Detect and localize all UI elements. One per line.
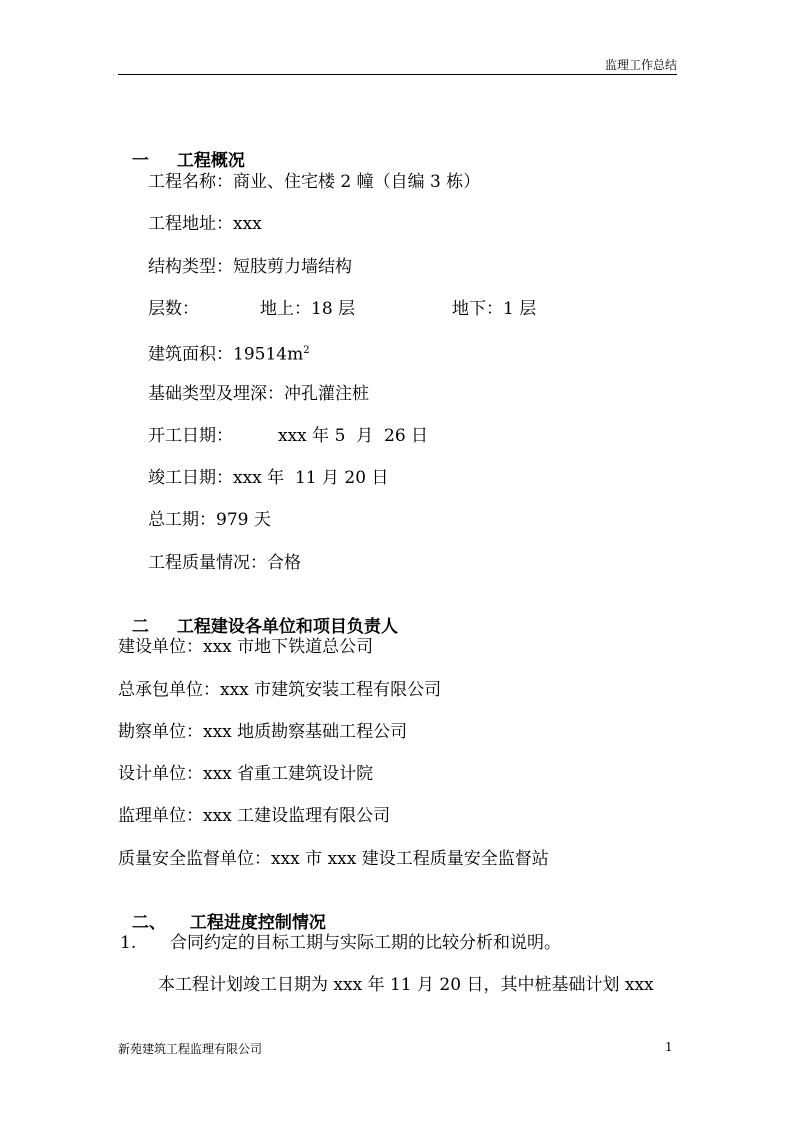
area-unit-sup: 2 [303,345,310,356]
heading-text: 工程进度控制情况 [189,913,326,933]
floors-below: 地下：1 层 [452,299,537,319]
section-heading-2 [120,594,398,638]
total-duration: 总工期：979 天 [148,510,271,530]
unit-construction: 建设单位：xxx 市地下铁道总公司 [118,637,374,657]
page-header-title: 监理工作总结 [604,58,677,72]
list-item-text: 合同约定的目标工期与实际工期的比较分析和说明。 [170,933,561,953]
unit-supervision: 监理单位：xxx 工建设监理有限公司 [118,806,391,826]
floors-label: 层数： [148,299,199,319]
building-area [148,340,310,366]
project-address: 工程地址：xxx [148,214,262,234]
heading-number: 一 [131,151,149,171]
area-value: 建筑面积：19514m [148,344,304,365]
heading-text: 工程建设各单位和项目负责人 [176,617,398,637]
foundation-type: 基础类型及埋深：冲孔灌注桩 [148,384,369,404]
heading-text: 工程概况 [176,151,245,171]
unit-general-contractor: 总承包单位：xxx 市建筑安装工程有限公司 [118,680,442,700]
heading-number: 二、 [131,913,166,933]
page-number: 1 [665,1040,673,1054]
section-heading-3 [120,890,326,934]
unit-quality-safety: 质量安全监督单位：xxx 市 xxx 建设工程质量安全监督站 [118,849,549,869]
footer-company: 新苑建筑工程监理有限公司 [118,1042,263,1056]
paragraph: 本工程计划竣工日期为 xxx 年 11 月 20 日，其中桩基础计划 xxx [158,975,654,995]
section-heading-1 [120,128,245,172]
project-name: 工程名称：商业、住宅楼 2 幢（自编 3 栋） [148,172,481,192]
heading-number: 二 [131,617,149,637]
list-item-number: 1. [120,933,137,953]
unit-survey: 勘察单位：xxx 地质勘察基础工程公司 [118,722,408,742]
unit-design: 设计单位：xxx 省重工建筑设计院 [118,764,374,784]
floors-above: 地上：18 层 [260,299,356,319]
quality-status: 工程质量情况：合格 [148,553,301,573]
header-divider [118,74,677,75]
start-date-label: 开工日期： [148,426,233,446]
structure-type: 结构类型：短肢剪力墙结构 [148,257,352,277]
start-date-value: xxx 年 5 月 26 日 [278,426,429,446]
finish-date: 竣工日期：xxx 年 11 月 20 日 [148,468,389,488]
